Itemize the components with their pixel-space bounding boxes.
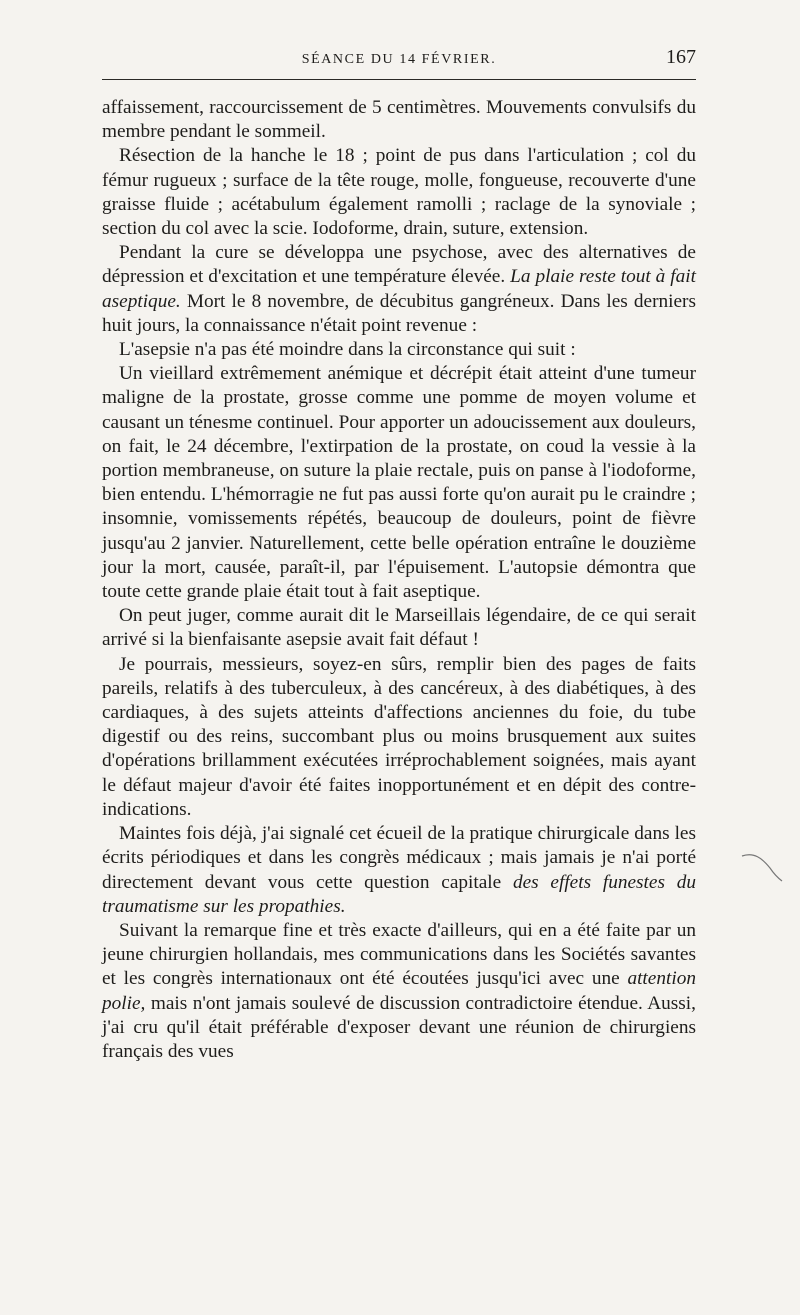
italic-run: des effets funestes du traumatisme sur les propathies. — [102, 871, 696, 917]
text-run: Je pourrais, messieurs, soyez-en sûrs, remplir bien des pages de faits pareils, relatifs à des tuberculeux, à des cancéreux, à des diabétiques, à des cardiaques, à des sujets atteints d'affections anciennes du foie, du tube digestif ou des reins, succombant plus ou moins brusquement aux suites d'opérations brillamment exécutées irréprochablement soignées, mais ayant le défaut majeur d'avoir été faites inopportunément et en dépit des contre-indications. — [102, 653, 696, 820]
paragraph — [102, 653, 696, 822]
paragraph — [102, 241, 696, 338]
header-rule — [102, 79, 696, 80]
text-run: Pendant la cure se développa une psychose, avec des alternatives de dépression et d'excitation et une température élevée. — [102, 242, 696, 288]
page-header — [102, 44, 696, 74]
italic-run: attention polie, — [102, 968, 696, 1014]
paragraph — [102, 919, 696, 1064]
paragraph — [102, 362, 696, 604]
paragraph — [102, 604, 696, 652]
paragraph — [102, 144, 696, 241]
text-run: mais n'ont jamais soulevé de discussion contradictoire étendue. Aussi, j'ai cru qu'il était préférable d'exposer devant une réunion de chirurgiens français des vues — [102, 992, 696, 1062]
paragraph — [102, 822, 696, 919]
page-number: 167 — [666, 46, 696, 68]
text-run: Maintes fois déjà, j'ai signalé cet écueil de la pratique chirurgicale dans les écrits périodiques et dans les congrès médicaux ; mais jamais je n'ai porté directement devant vous cette question capitale — [102, 823, 696, 893]
text-run: Suivant la remarque fine et très exacte d'ailleurs, qui en a été faite par un jeune chirurgien hollandais, mes communications dans les Sociétés savantes et les congrès internationaux ont été écoutées jusqu'ici avec une — [102, 919, 696, 990]
text-run: On peut juger, comme aurait dit le Marseillais légendaire, de ce qui serait arrivé si la bienfaisante asepsie avait fait défaut ! — [102, 605, 696, 651]
italic-run: La plaie reste tout à fait aseptique. — [102, 266, 696, 312]
paragraph — [102, 96, 696, 144]
margin-pencil-mark — [740, 850, 784, 884]
body-text — [102, 96, 696, 1064]
text-run: Résection de la hanche le 18 ; point de pus dans l'articulation ; col du fémur rugueux ; surface de la tête rouge, molle, fongueuse, recouverte d'une graisse fluide ; acétabulum également ramolli ; raclage de la synoviale ; section du col avec la scie. Iodoforme, drain, suture, extension. — [102, 145, 696, 240]
paragraph — [102, 338, 696, 362]
text-run: Un vieillard extrêmement anémique et décrépit était atteint d'une tumeur maligne de la prostate, grosse comme une pomme de moyen volume et causant un ténesme continuel. Pour apporter un adoucissement aux douleurs, on fait, le 24 décembre, l'extirpation de la prostate, on coud la vessie à la portion membraneuse, on suture la plaie rectale, puis on panse à l'iodoforme, bien entendu. L'hémorragie ne fut pas aussi forte qu'on aurait pu le craindre ; insomnie, vomissements répétés, beaucoup de douleurs, point de fièvre jusqu'au 2 janvier. Naturellement, cette belle opération entraîne le douzième jour la mort, causée, paraît-il, par l'épuisement. L'autopsie démontra que toute cette grande plaie était tout à fait aseptique. — [102, 363, 696, 603]
running-head: SÉANCE DU 14 FÉVRIER. — [301, 52, 497, 67]
text-run: affaissement, raccourcissement de 5 centimètres. Mouvements convulsifs du membre pendant le sommeil. — [102, 97, 696, 143]
text-run: L'asepsie n'a pas été moindre dans la circonstance qui suit : — [119, 339, 576, 361]
text-run: Mort le 8 novembre, de décubitus gangréneux. Dans les derniers huit jours, la connaissance n'était point revenue : — [102, 290, 696, 336]
